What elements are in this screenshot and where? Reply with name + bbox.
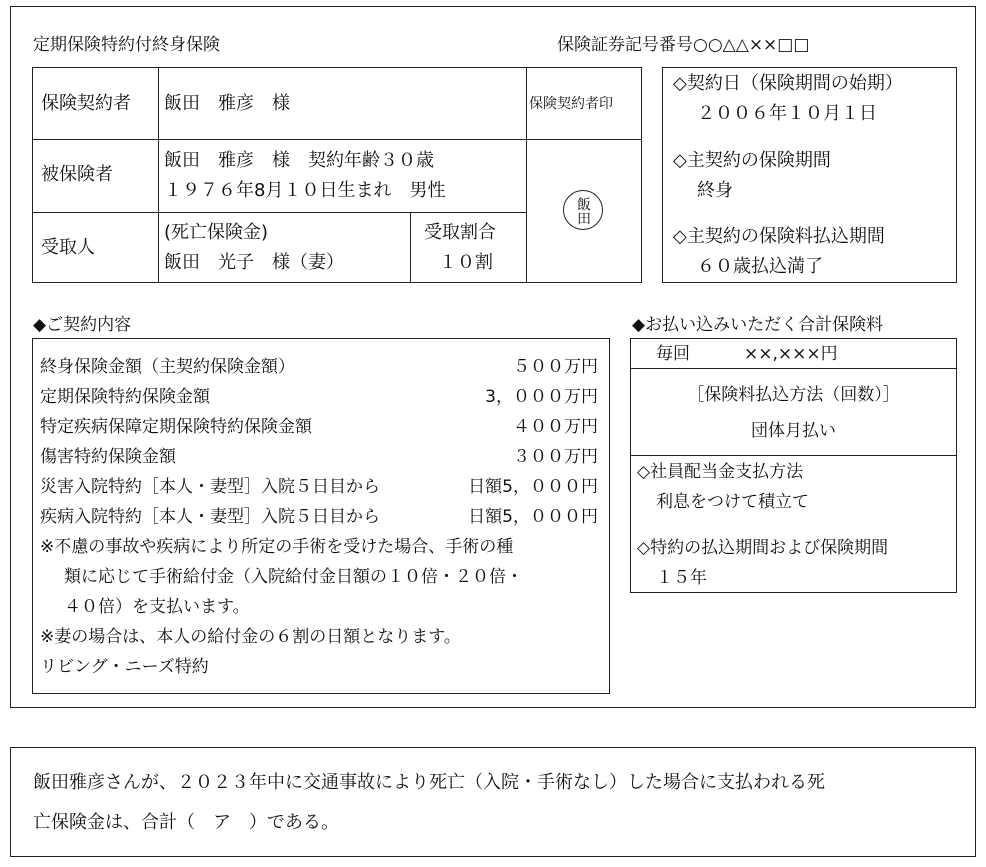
contract-item-label: 疾病入院特約［本人・妻型］入院５日目から xyxy=(40,507,380,527)
seal-char: 飯田 xyxy=(575,197,591,225)
dividend-value: 利息をつけて積立て xyxy=(656,492,809,512)
contract-item-value: 日額5，０００円 xyxy=(468,507,598,527)
share-label: 受取割合 xyxy=(424,222,496,243)
payment-period-value: ６０歳払込満了 xyxy=(697,256,823,277)
holder-label: 保険契約者 xyxy=(41,93,131,114)
contract-heading: ◆ご契約内容 xyxy=(33,315,132,335)
share-value: １０割 xyxy=(439,252,493,273)
premium-heading: ◆お払い込みいただく合計保険料 xyxy=(632,315,884,335)
payment-period-label: ◇主契約の保険料払込期間 xyxy=(673,226,885,247)
certificate-number: 保険証券記号番号○○△△××□□ xyxy=(557,35,810,55)
rider-period-label: ◇特約の払込期間および保険期間 xyxy=(637,538,889,558)
beneficiary-name: 飯田 光子 様（妻） xyxy=(164,252,344,273)
contract-item-value: ４００万円 xyxy=(513,417,598,437)
payment-method-label: ［保険料払込方法（回数）］ xyxy=(687,385,900,405)
insured-line-2: １９７６年8月１０日生まれ 男性 xyxy=(164,180,446,201)
premium-each-label: 毎回 xyxy=(656,344,690,364)
contract-item-value: 日額5，０００円 xyxy=(468,477,598,497)
insured-line-1: 飯田 雅彦 様 契約年齢３０歳 xyxy=(164,150,434,171)
question-line-1: 飯田雅彦さんが、２０２３年中に交通事故により死亡（入院・手術なし）した場合に支払われる死 xyxy=(33,772,825,793)
coverage-period-label: ◇主契約の保険期間 xyxy=(673,150,831,171)
payment-method-value: 団体月払い xyxy=(751,421,836,441)
surgery-note-line-2: 類に応じて手術給付金（入院給付金日額の１０倍・２０倍・ xyxy=(64,567,523,587)
coverage-period-value: 終身 xyxy=(697,180,733,201)
spouse-note: ※妻の場合は、本人の給付金の６割の日額となります。 xyxy=(40,627,461,647)
dividend-label: ◇社員配当金支払方法 xyxy=(637,462,804,482)
contract-item-label: 定期保険特約保険金額 xyxy=(40,387,210,407)
personal-seal-stamp xyxy=(563,190,603,230)
holder-name: 飯田 雅彦 様 xyxy=(164,93,290,114)
insured-label: 被保険者 xyxy=(41,164,113,185)
contract-item-label: 災害入院特約［本人・妻型］入院５日目から xyxy=(40,477,380,497)
contract-item-label: 終身保険金額（主契約保険金額） xyxy=(40,357,295,377)
surgery-note-line-1: ※不慮の事故や疾病により所定の手術を受けた場合、手術の種 xyxy=(40,537,514,557)
terms-box xyxy=(662,67,957,283)
start-date-label: ◇契約日（保険期間の始期） xyxy=(673,73,903,94)
contract-item-label: 傷害特約保険金額 xyxy=(40,447,176,467)
start-date-value: ２００６年１０月１日 xyxy=(697,103,877,124)
surgery-note-line-3: ４０倍）を支払います。 xyxy=(64,597,250,617)
seal-label: 保険契約者印 xyxy=(529,96,613,112)
beneficiary-label: 受取人 xyxy=(41,237,95,258)
question-line-2: 亡保険金は、合計（ ア ）である。 xyxy=(33,812,339,833)
contract-item-value: ３００万円 xyxy=(513,447,598,467)
premium-each-value: ××,×××円 xyxy=(744,344,838,364)
policy-title: 定期保険特約付終身保険 xyxy=(33,35,220,55)
rider-period-value: １５年 xyxy=(656,568,707,588)
contract-item-label: 特定疾病保障定期保険特約保険金額 xyxy=(40,417,312,437)
contract-item-value: 3，０００万円 xyxy=(485,387,598,407)
contract-item-value: ５００万円 xyxy=(513,357,598,377)
living-needs-rider: リビング・ニーズ特約 xyxy=(40,657,209,677)
question-box xyxy=(10,747,976,857)
beneficiary-type: (死亡保険金) xyxy=(164,222,269,243)
